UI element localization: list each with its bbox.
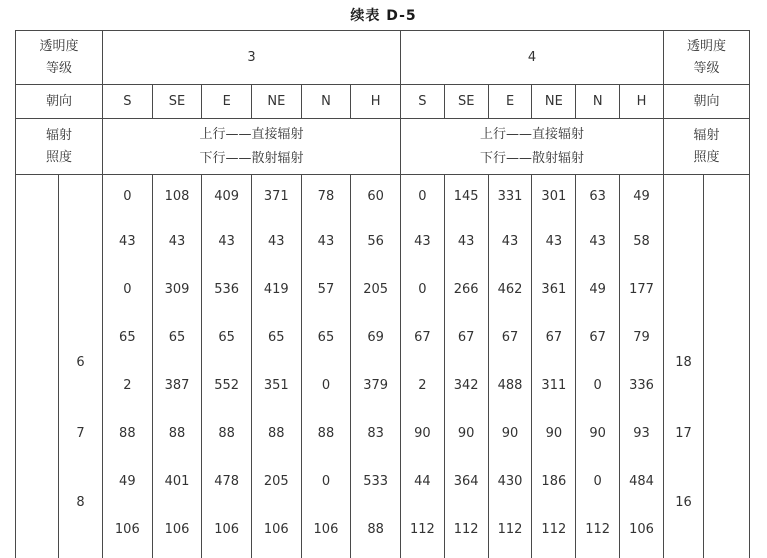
data-cell: 44: [414, 473, 431, 489]
data-cell: 2: [123, 377, 132, 393]
corner-irradiance-left: [16, 119, 103, 174]
corner-transparency-right-line1: 透明度: [686, 38, 726, 54]
data-cell: 177: [629, 281, 654, 297]
orientation-header-3-s: S: [103, 85, 153, 118]
data-cell: 0: [123, 281, 132, 297]
header-row-irradiance: [16, 119, 749, 175]
header-row-orientation: [16, 85, 749, 119]
data-area: [16, 175, 749, 558]
transparency-level-left: 8: [76, 495, 85, 510]
data-cell: 205: [363, 281, 389, 297]
left-level-column: [59, 175, 103, 558]
data-cell: 484: [629, 473, 654, 489]
radiation-note-line2: 下行——散射辐射: [479, 150, 584, 166]
data-cell: 63: [589, 188, 606, 204]
transparency-level-right: 16: [675, 495, 692, 510]
data-columns: [103, 175, 664, 558]
data-cell: 533: [363, 473, 389, 489]
data-cell: 112: [497, 521, 523, 537]
data-cell: 309: [164, 281, 190, 297]
data-cell: 205: [263, 473, 289, 489]
corner-irradiance-left-line1: 辐射: [45, 127, 72, 143]
data-cell: 69: [367, 329, 384, 345]
group-3-header: 3: [103, 31, 401, 84]
data-cell: 106: [263, 521, 289, 537]
data-cell: 90: [414, 425, 431, 441]
corner-transparency-right-line2: 等级: [693, 60, 720, 76]
data-cell: 430: [497, 473, 523, 489]
data-cell: 83: [367, 425, 384, 441]
data-column-4-e: [489, 175, 533, 558]
data-cell: 0: [418, 188, 427, 204]
data-cell: 387: [164, 377, 190, 393]
right-spacer-column: [704, 175, 749, 558]
data-column-3-n: [302, 175, 352, 558]
data-column-3-h: [351, 175, 401, 558]
data-column-4-ne: [532, 175, 576, 558]
data-cell: 0: [123, 188, 132, 204]
orientation-header-3-e: E: [202, 85, 252, 118]
data-column-4-h: [620, 175, 664, 558]
data-cell: 336: [629, 377, 654, 393]
data-cell: 43: [501, 233, 519, 249]
corner-transparency-left-line2: 等级: [45, 60, 72, 76]
data-cell: 67: [545, 329, 563, 345]
data-cell: 0: [418, 281, 427, 297]
data-cell: 0: [321, 473, 331, 489]
data-cell: 65: [317, 329, 335, 345]
orientation-headers-group-3: [103, 85, 401, 118]
data-cell: 112: [541, 521, 567, 537]
data-cell: 331: [497, 188, 523, 204]
data-column-4-se: [445, 175, 489, 558]
data-cell: 79: [633, 329, 650, 345]
data-cell: 106: [164, 521, 190, 537]
data-cell: 0: [321, 377, 331, 393]
data-cell: 266: [453, 281, 479, 297]
data-cell: 67: [457, 329, 475, 345]
data-cell: 57: [317, 281, 335, 297]
data-cell: 90: [457, 425, 475, 441]
orientation-header-4-e: E: [489, 85, 533, 118]
orientation-header-4-h: H: [620, 85, 664, 118]
data-cell: 301: [541, 188, 567, 204]
orientation-header-4-se: SE: [445, 85, 489, 118]
data-cell: 186: [541, 473, 567, 489]
data-cell: 43: [589, 233, 606, 249]
corner-irradiance-right: [664, 119, 749, 174]
data-cell: 67: [501, 329, 519, 345]
data-cell: 488: [497, 377, 523, 393]
corner-irradiance-right-line2: 照度: [693, 149, 720, 165]
data-cell: 43: [317, 233, 335, 249]
data-cell: 108: [164, 188, 190, 204]
table: [15, 30, 750, 558]
data-cell: 49: [633, 188, 650, 204]
data-cell: 90: [501, 425, 519, 441]
data-cell: 67: [589, 329, 606, 345]
header-row-transparency: [16, 31, 749, 85]
group-4-header: 4: [401, 31, 664, 84]
radiation-note-line2: 下行——散射辐射: [199, 150, 304, 166]
radiation-note-line1: 上行——直接辐射: [479, 126, 584, 142]
data-cell: 379: [363, 377, 389, 393]
data-cell: 364: [453, 473, 479, 489]
data-cell: 60: [367, 188, 384, 204]
orientation-header-4-n: N: [576, 85, 620, 118]
data-cell: 65: [119, 329, 136, 345]
orientation-headers-group-4: [401, 85, 664, 118]
data-cell: 351: [263, 377, 289, 393]
data-cell: 65: [218, 329, 235, 345]
data-cell: 2: [418, 377, 427, 393]
corner-transparency-left: [16, 31, 103, 84]
data-cell: 67: [414, 329, 431, 345]
orientation-header-4-ne: NE: [532, 85, 576, 118]
data-cell: 145: [453, 188, 479, 204]
corner-transparency-left-line1: 透明度: [39, 38, 79, 54]
data-cell: 88: [367, 521, 384, 537]
data-cell: 106: [313, 521, 339, 537]
corner-irradiance-left-line2: 照度: [45, 149, 72, 165]
data-cell: 88: [168, 425, 186, 441]
data-cell: 43: [119, 233, 136, 249]
data-cell: 0: [593, 473, 602, 489]
orientation-header-3-n: N: [302, 85, 352, 118]
data-cell: 478: [214, 473, 240, 489]
data-cell: 49: [119, 473, 136, 489]
data-cell: 49: [589, 281, 606, 297]
radiation-note-group-4: [401, 119, 664, 174]
data-cell: 361: [541, 281, 567, 297]
data-cell: 106: [629, 521, 654, 537]
orientation-header-3-se: SE: [153, 85, 203, 118]
corner-transparency-right: [664, 31, 749, 84]
data-cell: 43: [545, 233, 563, 249]
orientation-header-3-ne: NE: [252, 85, 302, 118]
data-column-3-e: [202, 175, 252, 558]
data-column-3-ne: [252, 175, 302, 558]
data-column-3-se: [153, 175, 203, 558]
data-cell: 56: [367, 233, 384, 249]
transparency-level-left: 6: [76, 355, 85, 370]
data-cell: 419: [263, 281, 289, 297]
data-cell: 43: [168, 233, 186, 249]
data-column-4-s: [401, 175, 445, 558]
data-cell: 311: [541, 377, 567, 393]
data-cell: 58: [633, 233, 650, 249]
data-cell: 401: [164, 473, 190, 489]
corner-orientation-left: 朝向: [16, 85, 103, 118]
data-cell: 88: [268, 425, 285, 441]
data-cell: 65: [168, 329, 186, 345]
data-cell: 88: [218, 425, 235, 441]
data-cell: 106: [114, 521, 140, 537]
data-cell: 112: [585, 521, 611, 537]
data-cell: 409: [214, 188, 240, 204]
data-cell: 371: [263, 188, 289, 204]
data-cell: 88: [317, 425, 335, 441]
orientation-header-3-h: H: [351, 85, 401, 118]
data-cell: 462: [497, 281, 523, 297]
transparency-level-left: 7: [76, 426, 85, 441]
data-cell: 112: [409, 521, 435, 537]
data-cell: 78: [317, 188, 335, 204]
corner-irradiance-right-line1: 辐射: [693, 127, 720, 143]
right-level-column: [664, 175, 704, 558]
data-cell: 90: [545, 425, 563, 441]
data-cell: 88: [119, 425, 136, 441]
data-cell: 0: [593, 377, 602, 393]
data-cell: 93: [633, 425, 650, 441]
radiation-note-line1: 上行——直接辐射: [199, 126, 304, 142]
data-column-3-s: [103, 175, 153, 558]
data-cell: 43: [268, 233, 285, 249]
orientation-header-4-s: S: [401, 85, 445, 118]
left-spacer-column: [16, 175, 59, 558]
data-cell: 536: [214, 281, 240, 297]
corner-orientation-right: 朝向: [693, 93, 720, 109]
data-cell: 90: [589, 425, 606, 441]
radiation-note-group-3: [103, 119, 401, 174]
data-cell: 106: [214, 521, 240, 537]
data-cell: 112: [453, 521, 479, 537]
table-title: 续表 D-5: [350, 8, 417, 24]
transparency-level-right: 17: [675, 426, 692, 441]
data-cell: 552: [214, 377, 240, 393]
data-column-4-n: [576, 175, 620, 558]
transparency-level-right: 18: [675, 355, 692, 370]
data-cell: 342: [453, 377, 479, 393]
data-cell: 43: [457, 233, 475, 249]
data-cell: 43: [414, 233, 431, 249]
data-cell: 43: [218, 233, 235, 249]
data-cell: 65: [268, 329, 285, 345]
